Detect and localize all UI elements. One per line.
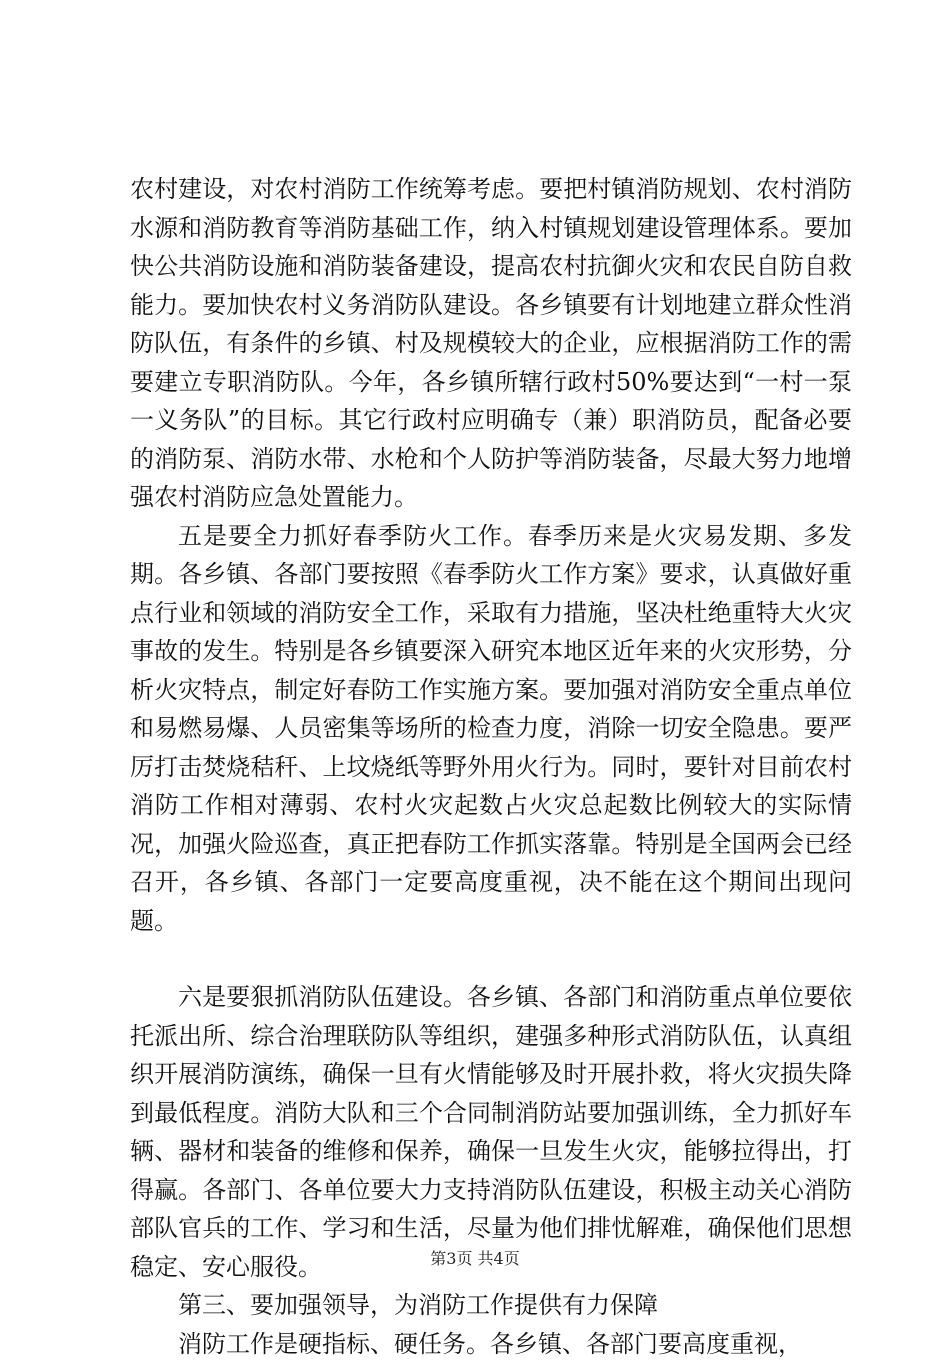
paragraph-spring-fire-prevention: 五是要全力抓好春季防火工作。春季历来是火灾易发期、多发期。各乡镇、各部门要按照《春季防火工作方案》要求，认真做好重点行业和领域的消防安全工作，采取有力措施，坚决杜绝重特大火灾事故的发生。特别是各乡镇要深入研究本地区近年来的火灾形势，分析火灾特点，制定好春防工作实施方案。要加强对消防安全重点单位和易燃易爆、人员密集等场所的检查力度，消除一切安全隐患。要严厉打击焚烧秸秆、上坟烧纸等野外用火行为。同时，要针对目前农村消防工作相对薄弱、农村火灾起数占火灾总起数比例较大的实际情况，加强火险巡查，真正把春防工作抓实落靠。特别是全国两会已经召开，各乡镇、各部门一定要高度重视，决不能在这个期间出现问题。 <box>130 517 852 941</box>
paragraph-hard-target: 消防工作是硬指标、硬任务。各乡镇、各部门要高度重视， <box>130 1325 852 1363</box>
section-heading-leadership: 第三、要加强领导，为消防工作提供有力保障 <box>130 1286 852 1325</box>
page-number-footer: 第3页 共4页 <box>0 1246 950 1269</box>
paragraph-fire-brigade-building: 六是要狠抓消防队伍建设。各乡镇、各部门和消防重点单位要依托派出所、综合治理联防队等组织，建强多种形式消防队伍，认真组织开展消防演练，确保一旦有火情能够及时开展扑救，将火灾损失降到最低程度。消防大队和三个合同制消防站要加强训练，全力抓好车辆、器材和装备的维修和保养，确保一旦发生火灾，能够拉得出，打得赢。各部门、各单位要大力支持消防队伍建设，积极主动关心消防部队官兵的工作、学习和生活，尽量为他们排忧解难，确保他们思想稳定、安心服役。 <box>130 978 852 1286</box>
document-body <box>130 170 852 1363</box>
paragraph-rural-fire-construction: 农村建设，对农村消防工作统筹考虑。要把村镇消防规划、农村消防水源和消防教育等消防基础工作，纳入村镇规划建设管理体系。要加快公共消防设施和消防装备建设，提高农村抗御火灾和农民自防自救能力。要加快农村义务消防队建设。各乡镇要有计划地建立群众性消防队伍，有条件的乡镇、村及规模较大的企业，应根据消防工作的需要建立专职消防队。今年，各乡镇所辖行政村50%要达到“一村一泵一义务队”的目标。其它行政村应明确专（兼）职消防员，配备必要的消防泵、消防水带、水枪和个人防护等消防装备，尽最大努力地增强农村消防应急处置能力。 <box>130 170 852 517</box>
paragraph-gap <box>130 940 852 978</box>
